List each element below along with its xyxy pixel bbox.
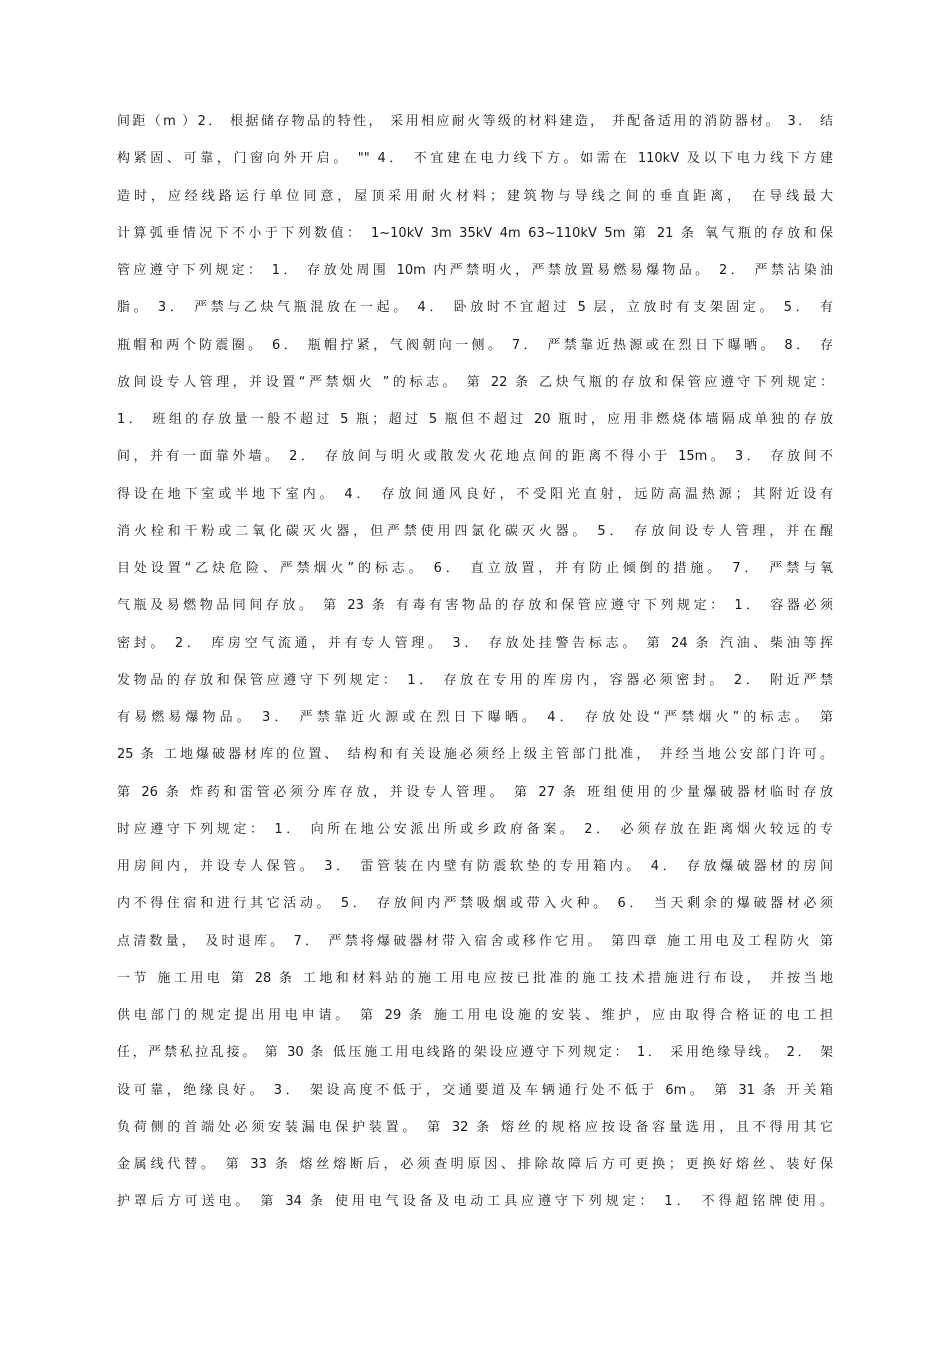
text-line: 脂。 3． 严禁与乙炔气瓶混放在一起。 4． 卧放时不宜超过 5 层，立放时有支架固定。 5． 有: [117, 300, 833, 315]
text-line: 设可靠，绝缘良好。 3． 架设高度不低于，交通要道及车辆通行处不低于 6m。 第 31 条 开关箱: [117, 1083, 833, 1098]
text-line: 间，并有一面靠外墙。 2． 存放间与明火或散发火花地点间的距离不得小于 15m。 3． 存放间不: [117, 449, 833, 464]
text-line: 有易燃易爆物品。 3． 严禁靠近火源或在烈日下曝晒。 4． 存放处设“严禁烟火”的标志。 第: [117, 710, 833, 725]
text-line: 供电部门的规定提出用电申请。 第 29 条 施工用电设施的安装、维护，应由取得合格证的电工担: [117, 1008, 833, 1023]
text-line: 气瓶及易燃物品同间存放。 第 23 条 有毒有害物品的存放和保管应遵守下列规定： 1． 容器必须: [117, 598, 833, 613]
text-line: 第 26 条 炸药和雷管必须分库存放，并设专人管理。 第 27 条 班组使用的少量爆破器材临时存放: [117, 785, 833, 800]
text-line: 目处设置“乙炔危险、严禁烟火”的标志。 6． 直立放置，并有防止倾倒的措施。 7． 严禁与氧: [117, 561, 833, 576]
text-line: 放间设专人管理，并设置“严禁烟火 ”的标志。 第 22 条 乙炔气瓶的存放和保管应遵守下列规定：: [117, 375, 833, 390]
text-line: 造时，应经线路运行单位同意，屋顶采用耐火材料；建筑物与导线之间的垂直距离， 在导线最大: [117, 189, 833, 204]
text-line: 任，严禁私拉乱接。 第 30 条 低压施工用电线路的架设应遵守下列规定： 1． 采用绝缘导线。 2． 架: [117, 1045, 833, 1060]
text-line: 管应遵守下列规定： 1． 存放处周围 10m 内严禁明火，严禁放置易燃易爆物品。 2． 严禁沾染油: [117, 263, 833, 278]
text-line: 发物品的存放和保管应遵守下列规定： 1． 存放在专用的库房内，容器必须密封。 2． 附近严禁: [117, 673, 833, 688]
text-line: 一节 施工用电 第 28 条 工地和材料站的施工用电应按已批准的施工技术措施进行布设， 并按当地: [117, 971, 833, 986]
text-line: 得设在地下室或半地下室内。 4． 存放间通风良好，不受阳光直射，远防高温热源；其附近设有: [117, 487, 833, 502]
text-line: 25 条 工地爆破器材库的位置、 结构和有关设施必须经上级主管部门批准， 并经当地公安部门许可。: [117, 747, 833, 762]
text-line: 用房间内，并设专人保管。 3． 雷管装在内壁有防震软垫的专用箱内。 4． 存放爆破器材的房间: [117, 859, 833, 874]
text-line: 金属线代替。 第 33 条 熔丝熔断后，必须查明原因、排除故障后方可更换；更换好熔丝、装好保: [117, 1157, 833, 1172]
text-line: 计算弧垂情况下不小于下列数值： 1~10kV 3m 35kV 4m 63~110kV 5m 第 21 条 氧气瓶的存放和保: [117, 226, 833, 241]
text-line: 内不得住宿和进行其它活动。 5． 存放间内严禁吸烟或带入火种。 6． 当天剩余的爆破器材必须: [117, 896, 833, 911]
text-line: 时应遵守下列规定： 1． 向所在地公安派出所或乡政府备案。 2． 必须存放在距离烟火较远的专: [117, 822, 833, 837]
text-line: 构紧固、可靠，门窗向外开启。 "" 4． 不宜建在电力线下方。如需在 110kV 及以下电力线下方建: [117, 151, 833, 166]
text-line: 护罩后方可送电。 第 34 条 使用电气设备及电动工具应遵守下列规定： 1． 不得超铭牌使用。: [117, 1194, 833, 1209]
text-line: 1． 班组的存放量一般不超过 5 瓶；超过 5 瓶但不超过 20 瓶时，应用非燃烧体墙隔成单独的存放: [117, 412, 833, 427]
text-line: 间距（m ）2． 根据储存物品的特性， 采用相应耐火等级的材料建造， 并配备适用的消防器材。 3． 结: [117, 114, 833, 129]
text-line: 点清数量， 及时退库。 7． 严禁将爆破器材带入宿舍或移作它用。 第四章 施工用电及工程防火 第: [117, 934, 833, 949]
text-line: 负荷侧的首端处必须安装漏电保护装置。 第 32 条 熔丝的规格应按设备容量选用，且不得用其它: [117, 1120, 833, 1135]
text-line: 消火栓和干粉或二氧化碳灭火器，但严禁使用四氯化碳灭火器。 5． 存放间设专人管理，并在醒: [117, 524, 833, 539]
text-line: 密封。 2． 库房空气流通，并有专人管理。 3． 存放处挂警告标志。 第 24 条 汽油、柴油等挥: [117, 636, 833, 651]
text-line: 瓶帽和两个防震圈。 6． 瓶帽拧紧，气阀朝向一侧。 7． 严禁靠近热源或在烈日下曝晒。 8． 存: [117, 338, 833, 353]
